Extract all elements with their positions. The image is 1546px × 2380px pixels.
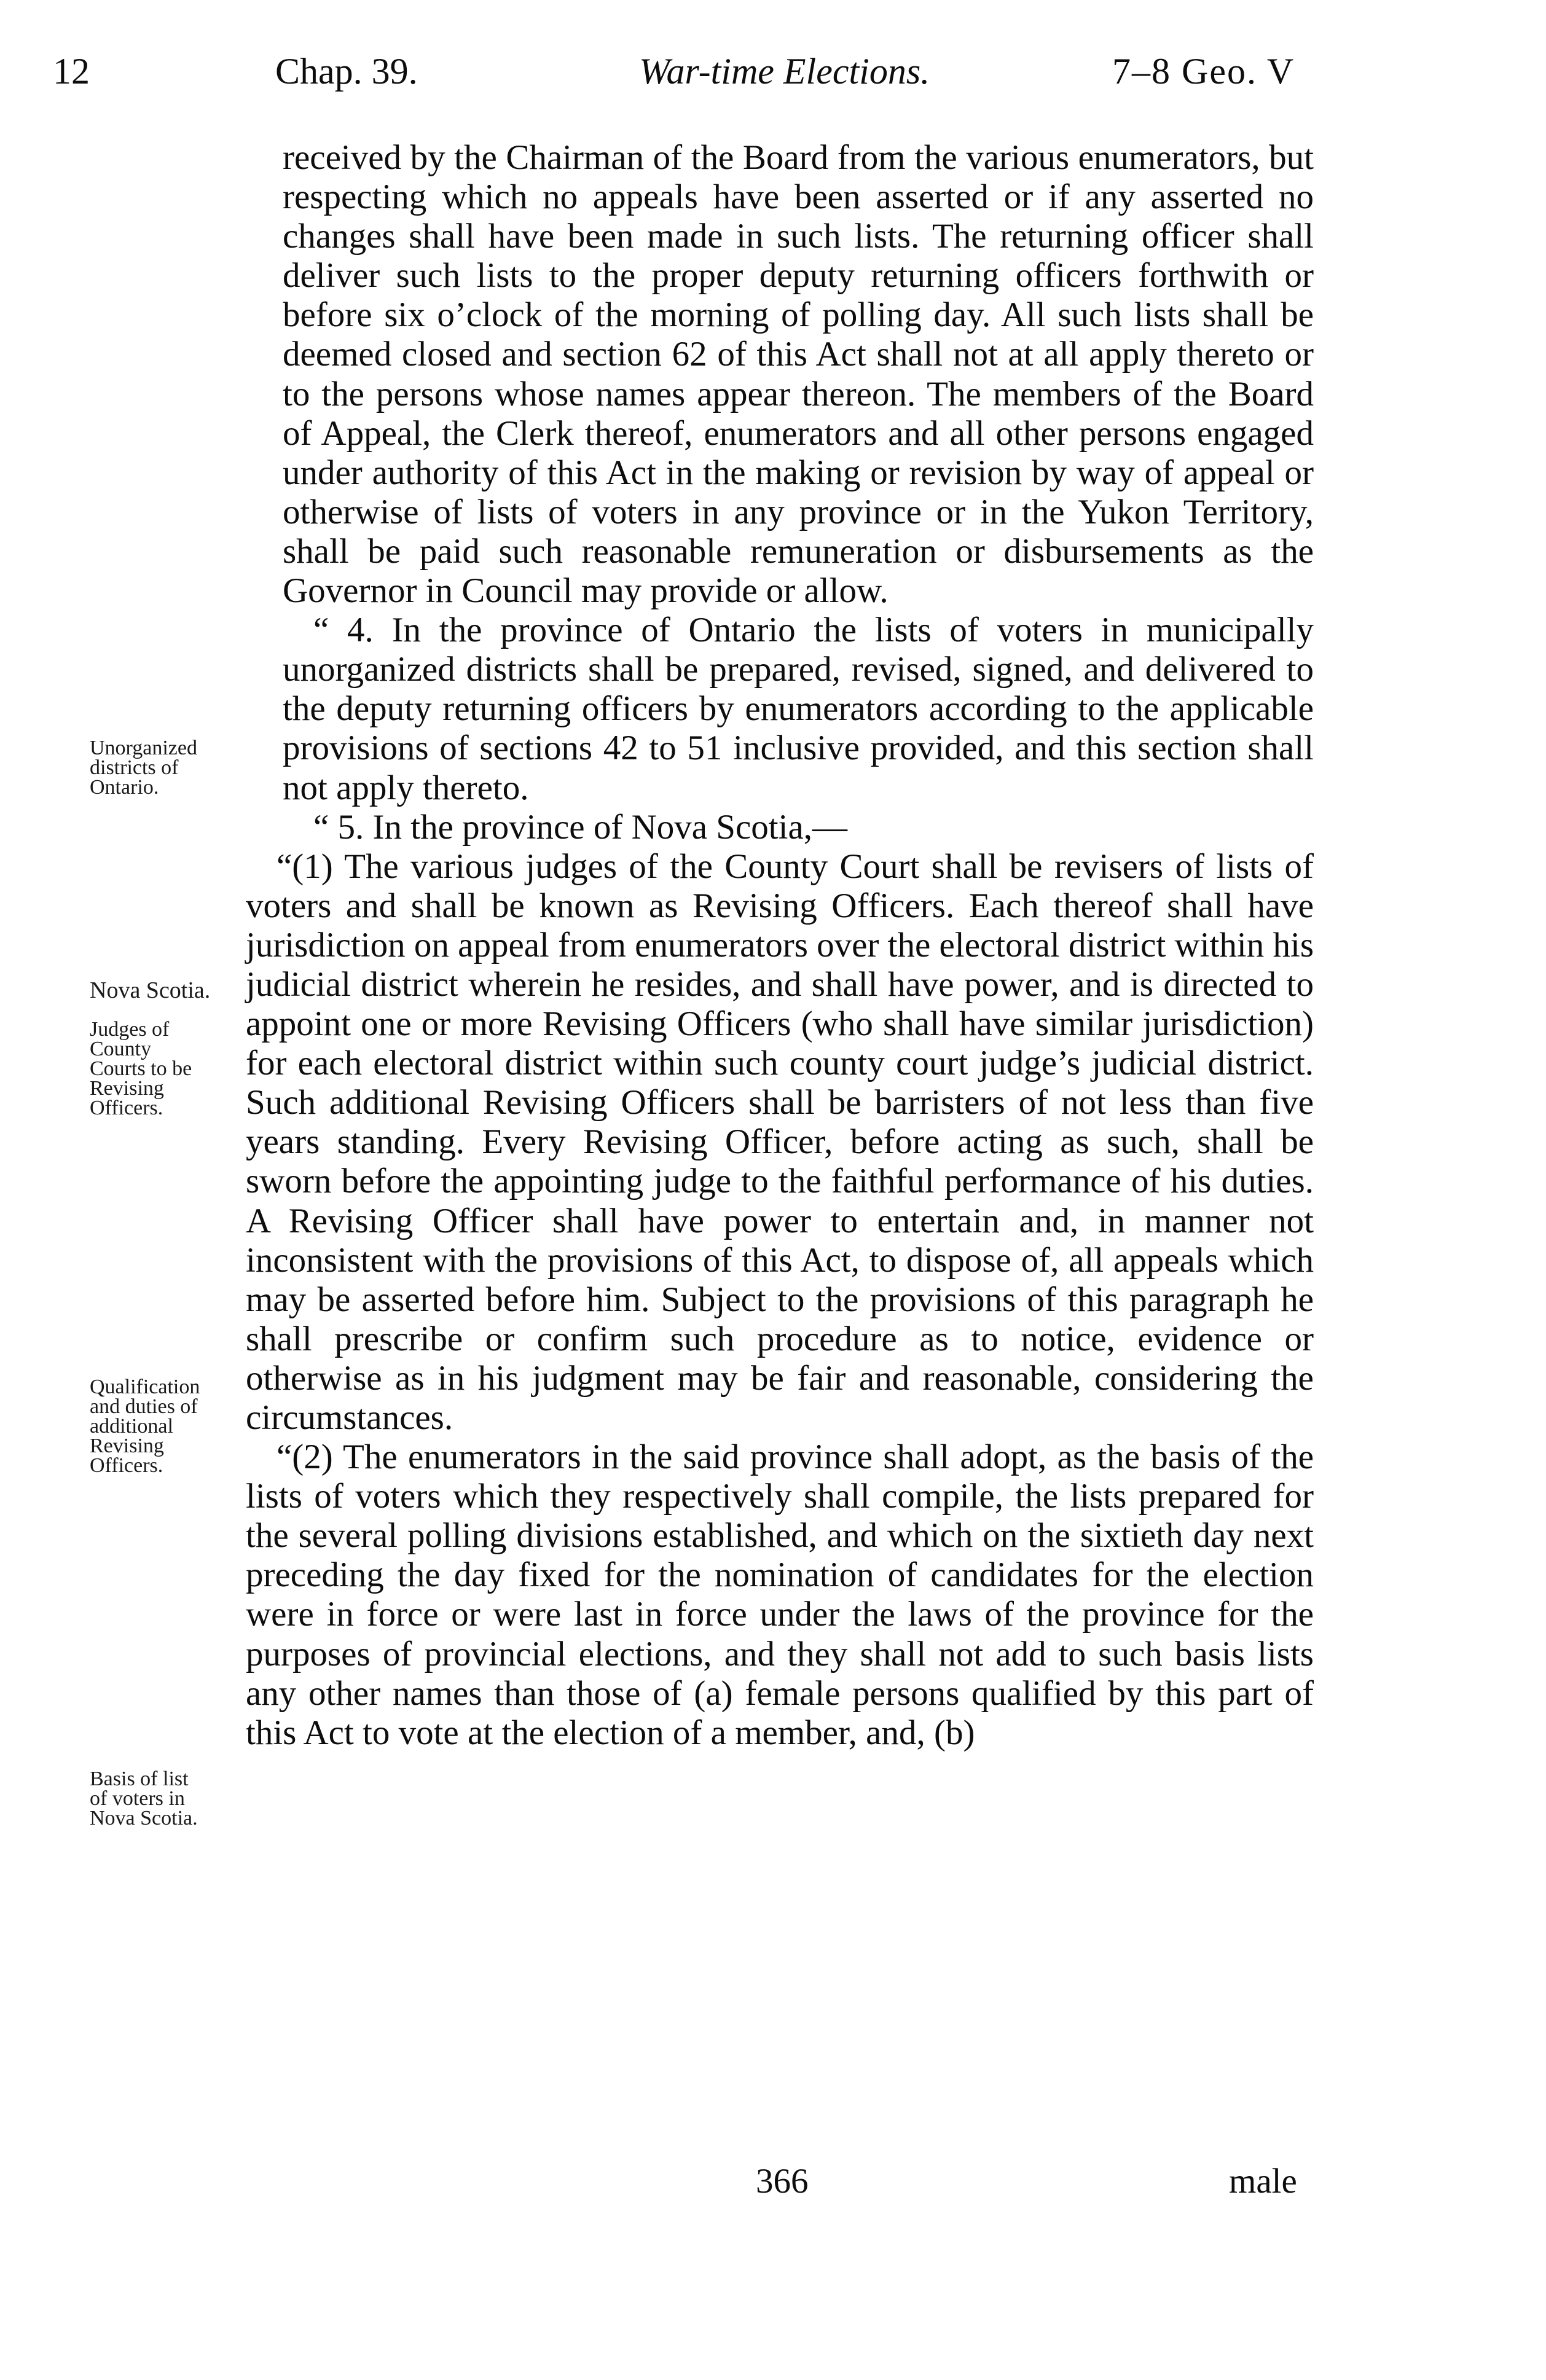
running-header [0,50,1546,112]
folio-number: 366 [756,2162,809,2201]
note-line: Judges of [90,1018,170,1041]
note-line: Ontario. [90,776,159,799]
note-line: of voters in [90,1787,185,1810]
note-line: Officers. [90,1454,163,1477]
paragraph-continuation: received by the Chairman of the Board from the various enumerators, but respecting which no appeals have been asserted or if any asserted no changes shall have been made in such lists. The returning officer shall deliver such lists to the proper deputy returning officers forthwith or before six o’clock of the morning of polling day. All such lists shall be deemed closed and section 62 of this Act shall not at all apply thereto or to the persons whose names appear thereon. The members of the Board of Appeal, the Clerk thereof, enumerators and all other persons engaged under authority of this Act in the making or revision by way of appeal or otherwise of lists of voters in any province or in the Yukon Territory, shall be paid such reasonable remuneration or disbursements as the Governor in Council may provide or allow. [283,138,1314,611]
note-line: districts of [90,756,179,779]
paragraph-section-5: “ 5. In the province of Nova Scotia,— [313,807,847,847]
paragraph-section-4: “ 4. In the province of Ontario the lists of voters in municipally unorganized districts shall be prepared, revised, signed, and delivered to the deputy returning officers by enumerators according to the applicable provisions of sections 42 to 51 inclusive provided, and this section shall not apply thereto. [283,611,1314,807]
note-line: Revising [90,1077,164,1100]
note-line: Officers. [90,1097,163,1119]
note-line: Basis of list [90,1767,189,1790]
note-line: Revising [90,1435,164,1457]
page-number: 12 [53,51,90,92]
paragraph-subsection-2: “(2) The enumerators in the said province shall adopt, as the basis of the lists of voters which they respectively shall compile, the lists prepared for the several polling divisions established, and which on the sixtieth day next preceding the day fixed for the nomination of candidates for the election were in force or were last in force under the laws of the province for the purposes of provincial elections, and they shall not add to such basis lists any other names than those of (a) female persons qualified by this part of this Act to vote at the election of a member, and, (b) [246,1438,1314,1752]
running-title: War-time Elections. [639,51,930,92]
note-line: Qualification [90,1376,200,1398]
note-line: Nova Scotia. [90,1807,198,1830]
note-line: additional [90,1415,173,1438]
catchword: male [1229,2162,1297,2201]
paragraph-subsection-1: “(1) The various judges of the County Court shall be revisers of lists of voters and shall be known as Revising Officers. Each thereof shall have jurisdiction on appeal from enumerators over the electoral district within his judicial district wherein he resides, and shall have power, and is directed to appoint one or more Revising Officers (who shall have similar jurisdiction) for each electoral district within such county court judge’s judicial district. Such additional Revising Officers shall be barristers of not less than five years standing. Every Revising Officer, before acting as such, shall be sworn before the appointing judge to the faithful performance of his duties. A Revising Officer shall have power to entertain and, in manner not inconsistent with the provisions of this Act, to dispose of, all appeals which may be asserted before him. Subject to the provisions of this paragraph he shall prescribe or confirm such procedure as to notice, evidence or otherwise as in his judgment may be fair and reasonable, considering the circumstances. [246,847,1314,1437]
note-line: Nova Scotia. [90,977,211,1003]
marginal-note-basis-of-list [90,1769,274,1828]
note-line: Courts to be [90,1057,192,1080]
note-line: County [90,1038,152,1060]
note-line: Unorganized [90,737,197,759]
marginal-note-unorganized-districts [90,738,274,797]
note-line: and duties of [90,1395,198,1418]
chapter-label: Chap. 39. [275,51,418,92]
statute-body [246,138,1314,1753]
regnal-year: 7–8 Geo. V [1112,51,1295,92]
